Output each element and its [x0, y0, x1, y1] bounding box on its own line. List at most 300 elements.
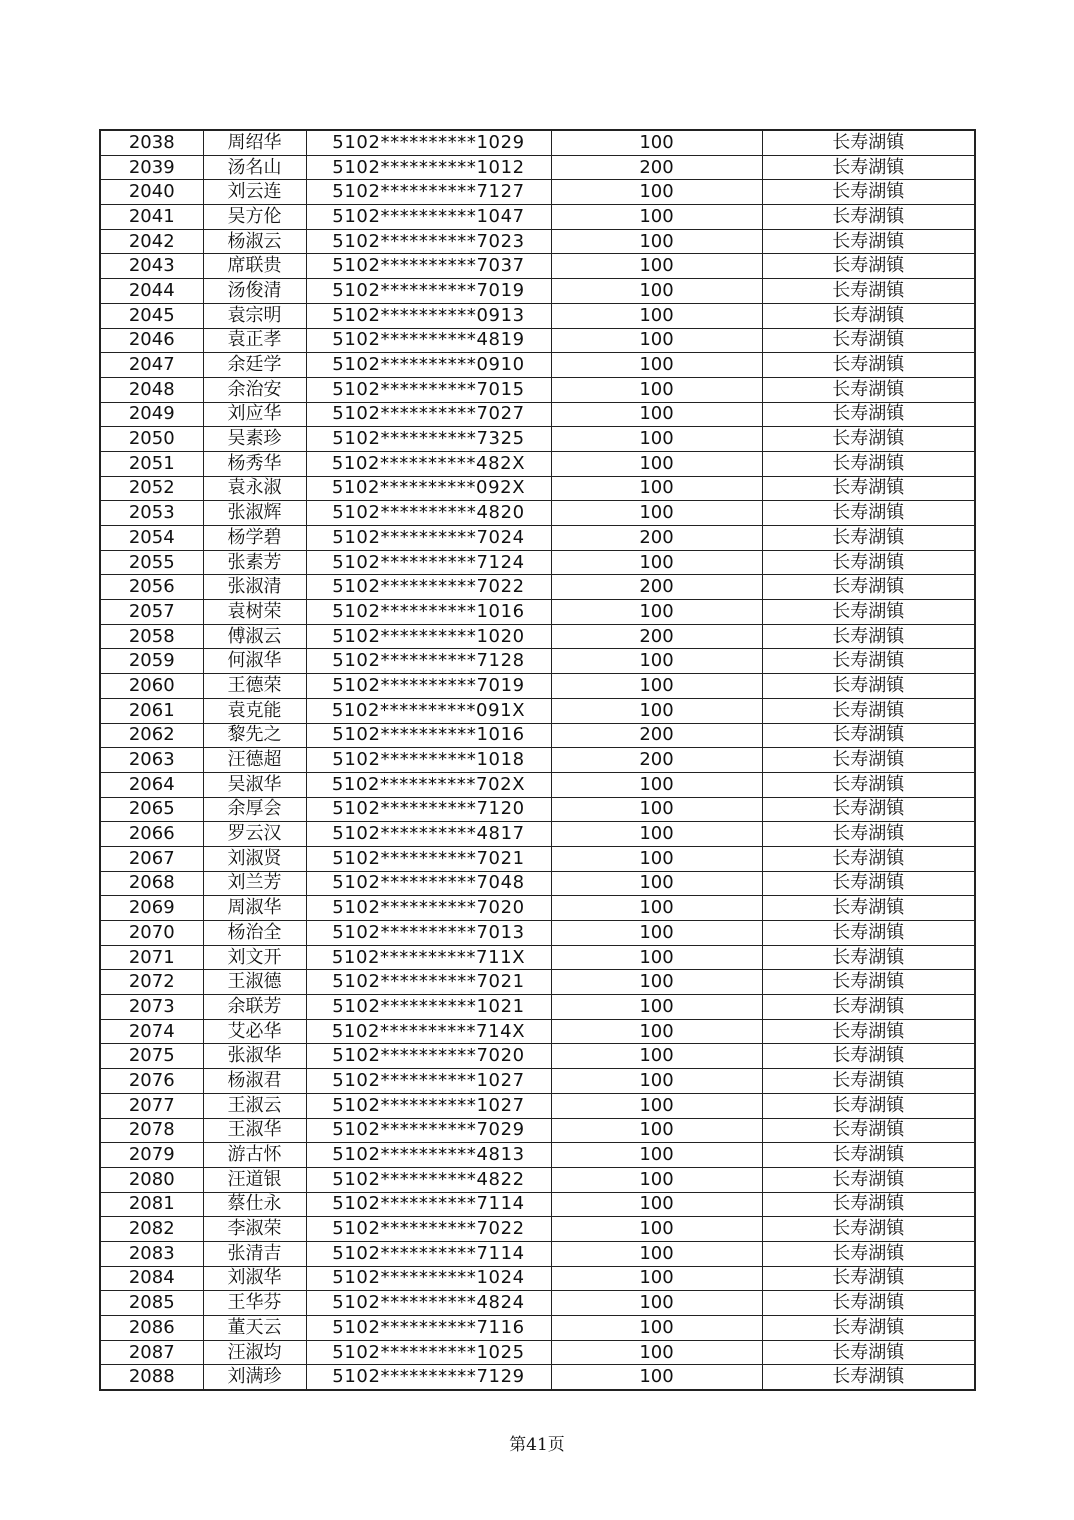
- id-number-cell: 5102**********4820: [306, 501, 551, 526]
- name-cell: 游古怀: [203, 1143, 306, 1168]
- serial-number-cell: 2086: [100, 1316, 203, 1341]
- serial-number-cell: 2064: [100, 772, 203, 797]
- serial-number-cell: 2044: [100, 279, 203, 304]
- amount-cell: 100: [551, 229, 762, 254]
- town-cell: 长寿湖镇: [762, 772, 975, 797]
- amount-cell: 100: [551, 501, 762, 526]
- serial-number-cell: 2079: [100, 1143, 203, 1168]
- table-row: [100, 674, 975, 699]
- name-cell: 刘淑华: [203, 1266, 306, 1291]
- town-cell: 长寿湖镇: [762, 1118, 975, 1143]
- serial-number-cell: 2084: [100, 1266, 203, 1291]
- serial-number-cell: 2046: [100, 328, 203, 353]
- amount-cell: 100: [551, 402, 762, 427]
- serial-number-cell: 2070: [100, 921, 203, 946]
- town-cell: 长寿湖镇: [762, 1217, 975, 1242]
- town-cell: 长寿湖镇: [762, 254, 975, 279]
- amount-cell: 100: [551, 1118, 762, 1143]
- amount-cell: 100: [551, 476, 762, 501]
- table-row: [100, 575, 975, 600]
- serial-number-cell: 2038: [100, 130, 203, 155]
- town-cell: 长寿湖镇: [762, 1365, 975, 1390]
- amount-cell: 100: [551, 797, 762, 822]
- id-number-cell: 5102**********1029: [306, 130, 551, 155]
- name-cell: 吴淑华: [203, 772, 306, 797]
- amount-cell: 100: [551, 377, 762, 402]
- town-cell: 长寿湖镇: [762, 1192, 975, 1217]
- id-number-cell: 5102**********7114: [306, 1192, 551, 1217]
- name-cell: 杨学碧: [203, 526, 306, 551]
- name-cell: 张淑华: [203, 1044, 306, 1069]
- name-cell: 袁永淑: [203, 476, 306, 501]
- serial-number-cell: 2065: [100, 797, 203, 822]
- amount-cell: 100: [551, 1044, 762, 1069]
- amount-cell: 100: [551, 1340, 762, 1365]
- id-number-cell: 5102**********7019: [306, 279, 551, 304]
- town-cell: 长寿湖镇: [762, 451, 975, 476]
- table-row: [100, 155, 975, 180]
- town-cell: 长寿湖镇: [762, 748, 975, 773]
- table-row: [100, 451, 975, 476]
- town-cell: 长寿湖镇: [762, 1316, 975, 1341]
- town-cell: 长寿湖镇: [762, 303, 975, 328]
- town-cell: 长寿湖镇: [762, 945, 975, 970]
- name-cell: 刘云连: [203, 180, 306, 205]
- table-row: [100, 427, 975, 452]
- id-number-cell: 5102**********7015: [306, 377, 551, 402]
- table-row: [100, 1167, 975, 1192]
- table-row: [100, 180, 975, 205]
- table-row: [100, 328, 975, 353]
- amount-cell: 200: [551, 575, 762, 600]
- name-cell: 王德荣: [203, 674, 306, 699]
- town-cell: 长寿湖镇: [762, 180, 975, 205]
- serial-number-cell: 2073: [100, 995, 203, 1020]
- serial-number-cell: 2057: [100, 600, 203, 625]
- id-number-cell: 5102**********7022: [306, 1217, 551, 1242]
- id-number-cell: 5102**********091X: [306, 698, 551, 723]
- name-cell: 周绍华: [203, 130, 306, 155]
- name-cell: 杨淑君: [203, 1069, 306, 1094]
- id-number-cell: 5102**********1012: [306, 155, 551, 180]
- name-cell: 刘满珍: [203, 1365, 306, 1390]
- table-row: [100, 1143, 975, 1168]
- town-cell: 长寿湖镇: [762, 1241, 975, 1266]
- town-cell: 长寿湖镇: [762, 328, 975, 353]
- amount-cell: 100: [551, 451, 762, 476]
- town-cell: 长寿湖镇: [762, 1340, 975, 1365]
- name-cell: 张清吉: [203, 1241, 306, 1266]
- id-number-cell: 5102**********1027: [306, 1093, 551, 1118]
- table-row: [100, 229, 975, 254]
- id-number-cell: 5102**********0910: [306, 353, 551, 378]
- town-cell: 长寿湖镇: [762, 1044, 975, 1069]
- serial-number-cell: 2054: [100, 526, 203, 551]
- amount-cell: 100: [551, 871, 762, 896]
- town-cell: 长寿湖镇: [762, 797, 975, 822]
- id-number-cell: 5102**********7325: [306, 427, 551, 452]
- table-row: [100, 748, 975, 773]
- name-cell: 汪德超: [203, 748, 306, 773]
- id-number-cell: 5102**********7022: [306, 575, 551, 600]
- name-cell: 吴方伦: [203, 205, 306, 230]
- name-cell: 汪道银: [203, 1167, 306, 1192]
- table-row: [100, 1093, 975, 1118]
- amount-cell: 100: [551, 1019, 762, 1044]
- serial-number-cell: 2039: [100, 155, 203, 180]
- table-row: [100, 377, 975, 402]
- id-number-cell: 5102**********4822: [306, 1167, 551, 1192]
- name-cell: 王淑云: [203, 1093, 306, 1118]
- name-cell: 何淑华: [203, 649, 306, 674]
- town-cell: 长寿湖镇: [762, 501, 975, 526]
- town-cell: 长寿湖镇: [762, 846, 975, 871]
- town-cell: 长寿湖镇: [762, 155, 975, 180]
- id-number-cell: 5102**********711X: [306, 945, 551, 970]
- id-number-cell: 5102**********7021: [306, 846, 551, 871]
- amount-cell: 100: [551, 995, 762, 1020]
- table-row: [100, 205, 975, 230]
- id-number-cell: 5102**********1020: [306, 624, 551, 649]
- amount-cell: 100: [551, 970, 762, 995]
- table-row: [100, 279, 975, 304]
- table-row: [100, 797, 975, 822]
- amount-cell: 100: [551, 303, 762, 328]
- town-cell: 长寿湖镇: [762, 698, 975, 723]
- amount-cell: 100: [551, 846, 762, 871]
- amount-cell: 200: [551, 723, 762, 748]
- table-row: [100, 698, 975, 723]
- table-row: [100, 501, 975, 526]
- serial-number-cell: 2085: [100, 1291, 203, 1316]
- town-cell: 长寿湖镇: [762, 130, 975, 155]
- id-number-cell: 5102**********7120: [306, 797, 551, 822]
- town-cell: 长寿湖镇: [762, 649, 975, 674]
- town-cell: 长寿湖镇: [762, 526, 975, 551]
- table-row: [100, 1365, 975, 1390]
- amount-cell: 100: [551, 1241, 762, 1266]
- name-cell: 王淑德: [203, 970, 306, 995]
- name-cell: 余廷学: [203, 353, 306, 378]
- name-cell: 刘文开: [203, 945, 306, 970]
- id-number-cell: 5102**********1018: [306, 748, 551, 773]
- id-number-cell: 5102**********1021: [306, 995, 551, 1020]
- table-row: [100, 1340, 975, 1365]
- id-number-cell: 5102**********1047: [306, 205, 551, 230]
- table-row: [100, 649, 975, 674]
- table-row: [100, 353, 975, 378]
- table-row: [100, 1266, 975, 1291]
- table-row: [100, 1019, 975, 1044]
- town-cell: 长寿湖镇: [762, 476, 975, 501]
- serial-number-cell: 2075: [100, 1044, 203, 1069]
- name-cell: 张淑辉: [203, 501, 306, 526]
- serial-number-cell: 2076: [100, 1069, 203, 1094]
- amount-cell: 100: [551, 130, 762, 155]
- town-cell: 长寿湖镇: [762, 871, 975, 896]
- name-cell: 杨治全: [203, 921, 306, 946]
- amount-cell: 200: [551, 624, 762, 649]
- town-cell: 长寿湖镇: [762, 1093, 975, 1118]
- town-cell: 长寿湖镇: [762, 1143, 975, 1168]
- name-cell: 袁克能: [203, 698, 306, 723]
- town-cell: 长寿湖镇: [762, 550, 975, 575]
- serial-number-cell: 2042: [100, 229, 203, 254]
- name-cell: 王淑华: [203, 1118, 306, 1143]
- serial-number-cell: 2045: [100, 303, 203, 328]
- serial-number-cell: 2058: [100, 624, 203, 649]
- town-cell: 长寿湖镇: [762, 624, 975, 649]
- name-cell: 李淑荣: [203, 1217, 306, 1242]
- id-number-cell: 5102**********7129: [306, 1365, 551, 1390]
- amount-cell: 100: [551, 180, 762, 205]
- name-cell: 袁树荣: [203, 600, 306, 625]
- id-number-cell: 5102**********7127: [306, 180, 551, 205]
- table-row: [100, 846, 975, 871]
- name-cell: 罗云汉: [203, 822, 306, 847]
- id-number-cell: 5102**********7116: [306, 1316, 551, 1341]
- id-number-cell: 5102**********7128: [306, 649, 551, 674]
- table-row: [100, 550, 975, 575]
- name-cell: 席联贵: [203, 254, 306, 279]
- id-number-cell: 5102**********7024: [306, 526, 551, 551]
- serial-number-cell: 2056: [100, 575, 203, 600]
- serial-number-cell: 2061: [100, 698, 203, 723]
- town-cell: 长寿湖镇: [762, 353, 975, 378]
- id-number-cell: 5102**********7021: [306, 970, 551, 995]
- serial-number-cell: 2063: [100, 748, 203, 773]
- town-cell: 长寿湖镇: [762, 377, 975, 402]
- serial-number-cell: 2051: [100, 451, 203, 476]
- town-cell: 长寿湖镇: [762, 1069, 975, 1094]
- name-cell: 汤名山: [203, 155, 306, 180]
- serial-number-cell: 2041: [100, 205, 203, 230]
- serial-number-cell: 2087: [100, 1340, 203, 1365]
- id-number-cell: 5102**********4819: [306, 328, 551, 353]
- town-cell: 长寿湖镇: [762, 600, 975, 625]
- serial-number-cell: 2083: [100, 1241, 203, 1266]
- town-cell: 长寿湖镇: [762, 1291, 975, 1316]
- name-cell: 张淑清: [203, 575, 306, 600]
- amount-cell: 100: [551, 921, 762, 946]
- amount-cell: 100: [551, 328, 762, 353]
- name-cell: 杨淑云: [203, 229, 306, 254]
- table-row: [100, 772, 975, 797]
- name-cell: 张素芳: [203, 550, 306, 575]
- name-cell: 汪淑均: [203, 1340, 306, 1365]
- amount-cell: 100: [551, 1143, 762, 1168]
- id-number-cell: 5102**********4824: [306, 1291, 551, 1316]
- id-number-cell: 5102**********1016: [306, 723, 551, 748]
- id-number-cell: 5102**********1016: [306, 600, 551, 625]
- serial-number-cell: 2068: [100, 871, 203, 896]
- town-cell: 长寿湖镇: [762, 896, 975, 921]
- id-number-cell: 5102**********4817: [306, 822, 551, 847]
- town-cell: 长寿湖镇: [762, 723, 975, 748]
- town-cell: 长寿湖镇: [762, 229, 975, 254]
- table-row: [100, 476, 975, 501]
- amount-cell: 100: [551, 427, 762, 452]
- name-cell: 吴素珍: [203, 427, 306, 452]
- serial-number-cell: 2062: [100, 723, 203, 748]
- id-number-cell: 5102**********714X: [306, 1019, 551, 1044]
- id-number-cell: 5102**********1027: [306, 1069, 551, 1094]
- table-row: [100, 1069, 975, 1094]
- roster-table: [99, 129, 976, 1391]
- amount-cell: 100: [551, 1093, 762, 1118]
- name-cell: 董天云: [203, 1316, 306, 1341]
- serial-number-cell: 2060: [100, 674, 203, 699]
- id-number-cell: 5102**********7124: [306, 550, 551, 575]
- amount-cell: 100: [551, 1069, 762, 1094]
- name-cell: 刘应华: [203, 402, 306, 427]
- id-number-cell: 5102**********4813: [306, 1143, 551, 1168]
- serial-number-cell: 2040: [100, 180, 203, 205]
- table-row: [100, 624, 975, 649]
- serial-number-cell: 2078: [100, 1118, 203, 1143]
- id-number-cell: 5102**********7019: [306, 674, 551, 699]
- id-number-cell: 5102**********7037: [306, 254, 551, 279]
- town-cell: 长寿湖镇: [762, 921, 975, 946]
- table-row: [100, 1118, 975, 1143]
- id-number-cell: 5102**********7020: [306, 1044, 551, 1069]
- amount-cell: 100: [551, 205, 762, 230]
- serial-number-cell: 2074: [100, 1019, 203, 1044]
- town-cell: 长寿湖镇: [762, 427, 975, 452]
- name-cell: 袁宗明: [203, 303, 306, 328]
- town-cell: 长寿湖镇: [762, 575, 975, 600]
- id-number-cell: 5102**********7114: [306, 1241, 551, 1266]
- table-row: [100, 1044, 975, 1069]
- table-row: [100, 303, 975, 328]
- serial-number-cell: 2049: [100, 402, 203, 427]
- id-number-cell: 5102**********7029: [306, 1118, 551, 1143]
- table-row: [100, 1217, 975, 1242]
- serial-number-cell: 2053: [100, 501, 203, 526]
- town-cell: 长寿湖镇: [762, 822, 975, 847]
- table-row: [100, 871, 975, 896]
- serial-number-cell: 2050: [100, 427, 203, 452]
- serial-number-cell: 2067: [100, 846, 203, 871]
- table-row: [100, 130, 975, 155]
- amount-cell: 100: [551, 254, 762, 279]
- table-row: [100, 1192, 975, 1217]
- amount-cell: 100: [551, 1365, 762, 1390]
- id-number-cell: 5102**********1024: [306, 1266, 551, 1291]
- serial-number-cell: 2072: [100, 970, 203, 995]
- serial-number-cell: 2059: [100, 649, 203, 674]
- serial-number-cell: 2082: [100, 1217, 203, 1242]
- name-cell: 艾必华: [203, 1019, 306, 1044]
- amount-cell: 200: [551, 526, 762, 551]
- name-cell: 余治安: [203, 377, 306, 402]
- amount-cell: 100: [551, 1217, 762, 1242]
- name-cell: 刘兰芳: [203, 871, 306, 896]
- serial-number-cell: 2069: [100, 896, 203, 921]
- table-row: [100, 402, 975, 427]
- serial-number-cell: 2066: [100, 822, 203, 847]
- serial-number-cell: 2048: [100, 377, 203, 402]
- amount-cell: 200: [551, 155, 762, 180]
- town-cell: 长寿湖镇: [762, 205, 975, 230]
- id-number-cell: 5102**********482X: [306, 451, 551, 476]
- table-row: [100, 921, 975, 946]
- table-row: [100, 1241, 975, 1266]
- amount-cell: 100: [551, 600, 762, 625]
- table-row: [100, 1291, 975, 1316]
- id-number-cell: 5102**********1025: [306, 1340, 551, 1365]
- id-number-cell: 5102**********092X: [306, 476, 551, 501]
- table-row: [100, 896, 975, 921]
- table-row: [100, 995, 975, 1020]
- id-number-cell: 5102**********7027: [306, 402, 551, 427]
- town-cell: 长寿湖镇: [762, 970, 975, 995]
- amount-cell: 100: [551, 1316, 762, 1341]
- town-cell: 长寿湖镇: [762, 674, 975, 699]
- town-cell: 长寿湖镇: [762, 1167, 975, 1192]
- amount-cell: 200: [551, 748, 762, 773]
- id-number-cell: 5102**********7048: [306, 871, 551, 896]
- name-cell: 王华芬: [203, 1291, 306, 1316]
- amount-cell: 100: [551, 945, 762, 970]
- name-cell: 袁正孝: [203, 328, 306, 353]
- page-number: 第41页: [509, 1435, 565, 1455]
- serial-number-cell: 2081: [100, 1192, 203, 1217]
- serial-number-cell: 2088: [100, 1365, 203, 1390]
- table-row: [100, 945, 975, 970]
- name-cell: 傅淑云: [203, 624, 306, 649]
- amount-cell: 100: [551, 674, 762, 699]
- id-number-cell: 5102**********702X: [306, 772, 551, 797]
- id-number-cell: 5102**********7023: [306, 229, 551, 254]
- serial-number-cell: 2080: [100, 1167, 203, 1192]
- name-cell: 刘淑贤: [203, 846, 306, 871]
- amount-cell: 100: [551, 1192, 762, 1217]
- town-cell: 长寿湖镇: [762, 1019, 975, 1044]
- serial-number-cell: 2071: [100, 945, 203, 970]
- id-number-cell: 5102**********7013: [306, 921, 551, 946]
- serial-number-cell: 2052: [100, 476, 203, 501]
- amount-cell: 100: [551, 698, 762, 723]
- table-row: [100, 600, 975, 625]
- table-row: [100, 970, 975, 995]
- name-cell: 周淑华: [203, 896, 306, 921]
- amount-cell: 100: [551, 1266, 762, 1291]
- table-row: [100, 1316, 975, 1341]
- town-cell: 长寿湖镇: [762, 402, 975, 427]
- table-row: [100, 723, 975, 748]
- name-cell: 黎先之: [203, 723, 306, 748]
- town-cell: 长寿湖镇: [762, 279, 975, 304]
- name-cell: 余联芳: [203, 995, 306, 1020]
- name-cell: 杨秀华: [203, 451, 306, 476]
- roster-table-body: [100, 130, 975, 1390]
- town-cell: 长寿湖镇: [762, 1266, 975, 1291]
- serial-number-cell: 2043: [100, 254, 203, 279]
- table-row: [100, 822, 975, 847]
- id-number-cell: 5102**********0913: [306, 303, 551, 328]
- amount-cell: 100: [551, 279, 762, 304]
- amount-cell: 100: [551, 822, 762, 847]
- serial-number-cell: 2055: [100, 550, 203, 575]
- table-row: [100, 526, 975, 551]
- town-cell: 长寿湖镇: [762, 995, 975, 1020]
- name-cell: 余厚会: [203, 797, 306, 822]
- amount-cell: 100: [551, 1291, 762, 1316]
- amount-cell: 100: [551, 772, 762, 797]
- table-row: [100, 254, 975, 279]
- serial-number-cell: 2047: [100, 353, 203, 378]
